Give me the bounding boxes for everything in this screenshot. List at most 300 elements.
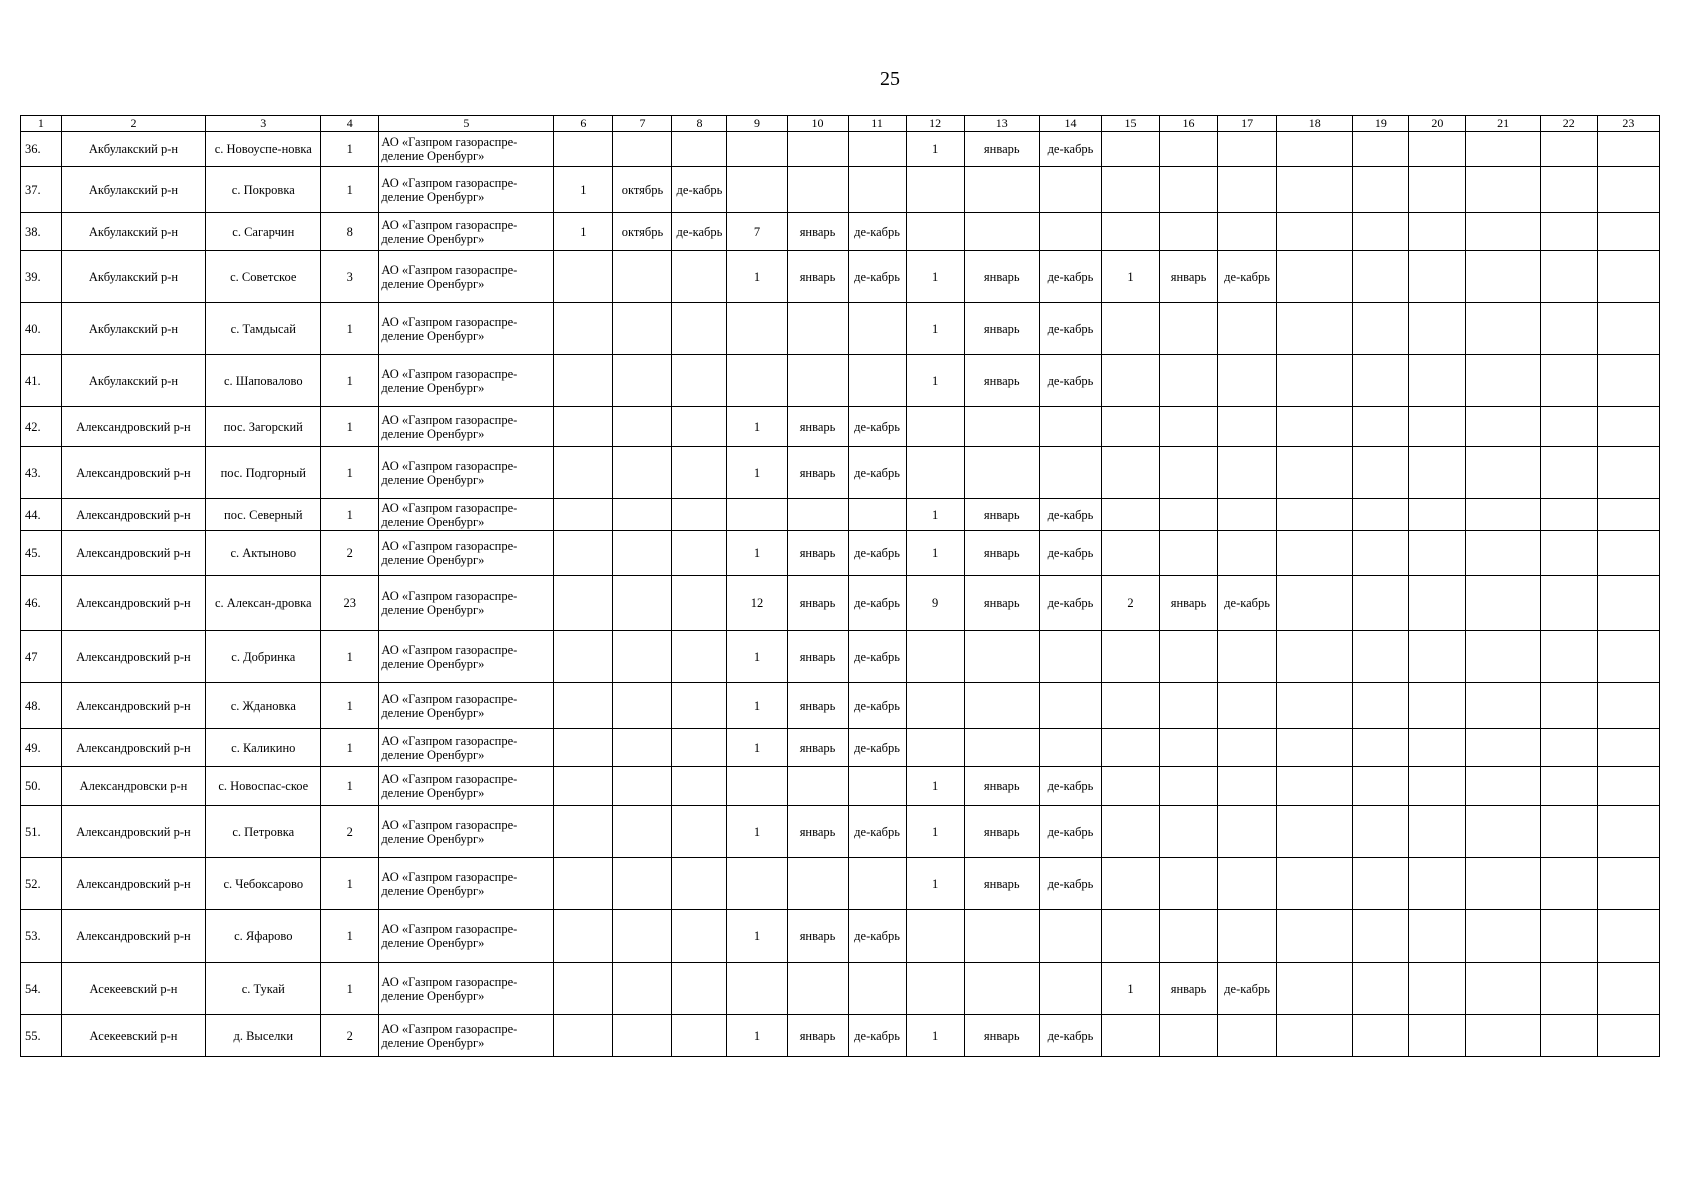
table-cell-col-10: январь [787,447,848,499]
table-cell-col-16 [1160,729,1218,767]
table-cell-col-12 [906,167,964,213]
table-cell-col-20 [1409,631,1466,683]
table-cell-col-16 [1160,806,1218,858]
table-cell-col-5: АО «Газпром газораспре-деление Оренбург» [379,303,554,355]
table-cell-col-6: 1 [554,167,613,213]
table-cell-col-13: январь [964,355,1039,407]
table-cell-col-6 [554,355,613,407]
table-cell-col-19 [1353,132,1409,167]
table-cell-col-14 [1039,910,1101,963]
table-cell-col-17: де-кабрь [1218,576,1277,631]
table-cell-col-11 [848,132,906,167]
table-cell-col-22 [1540,407,1597,447]
table-cell-col-9 [727,858,787,910]
table-cell-col-14: де-кабрь [1039,858,1101,910]
table-cell-col-22 [1540,576,1597,631]
table-cell-col-3: с. Шаповалово [206,355,321,407]
table-cell-col-6 [554,858,613,910]
table-cell-col-2: Акбулакский р-н [61,251,206,303]
table-cell-col-5: АО «Газпром газораспре-деление Оренбург» [379,858,554,910]
table-cell-col-18 [1277,576,1353,631]
table-cell-col-6 [554,303,613,355]
column-header-23: 23 [1597,116,1659,132]
table-cell-col-1: 50. [21,767,62,806]
page-number: 25 [880,68,900,90]
table-cell-col-12: 1 [906,531,964,576]
table-cell-col-15 [1102,910,1160,963]
table-cell-col-20 [1409,167,1466,213]
table-cell-col-21 [1466,858,1540,910]
table-cell-col-7 [613,631,672,683]
table-cell-col-16 [1160,910,1218,963]
table-cell-col-19 [1353,251,1409,303]
table-cell-col-5: АО «Газпром газораспре-деление Оренбург» [379,729,554,767]
table-cell-col-3: с. Чебоксарово [206,858,321,910]
table-cell-col-7: октябрь [613,213,672,251]
table-cell-col-23 [1597,729,1659,767]
table-cell-col-18 [1277,355,1353,407]
table-cell-col-11: де-кабрь [848,631,906,683]
table-cell-col-13 [964,213,1039,251]
table-cell-col-14: де-кабрь [1039,1015,1101,1057]
table-cell-col-8 [672,683,727,729]
table-cell-col-14 [1039,407,1101,447]
table-cell-col-4: 1 [321,858,379,910]
table-cell-col-6: 1 [554,213,613,251]
table-cell-col-20 [1409,251,1466,303]
table-cell-col-18 [1277,499,1353,531]
column-header-21: 21 [1466,116,1540,132]
table-cell-col-16 [1160,1015,1218,1057]
table-cell-col-22 [1540,858,1597,910]
table-cell-col-6 [554,132,613,167]
table-row [21,683,1660,729]
table-cell-col-14: де-кабрь [1039,251,1101,303]
table-cell-col-20 [1409,303,1466,355]
table-cell-col-19 [1353,767,1409,806]
table-cell-col-11: де-кабрь [848,806,906,858]
table-cell-col-19 [1353,729,1409,767]
table-cell-col-21 [1466,213,1540,251]
table-cell-col-8 [672,355,727,407]
table-cell-col-19 [1353,303,1409,355]
table-cell-col-12 [906,447,964,499]
table-cell-col-5: АО «Газпром газораспре-деление Оренбург» [379,407,554,447]
column-header-5: 5 [379,116,554,132]
table-cell-col-5: АО «Газпром газораспре-деление Оренбург» [379,767,554,806]
table-row [21,132,1660,167]
table-cell-col-16 [1160,303,1218,355]
table-cell-col-11: де-кабрь [848,251,906,303]
table-cell-col-10: январь [787,683,848,729]
table-cell-col-15 [1102,806,1160,858]
table-cell-col-9 [727,767,787,806]
table-cell-col-18 [1277,447,1353,499]
table-cell-col-11: де-кабрь [848,213,906,251]
table-cell-col-14 [1039,631,1101,683]
table-cell-col-1: 36. [21,132,62,167]
table-cell-col-12: 9 [906,576,964,631]
table-cell-col-10 [787,767,848,806]
table-cell-col-17 [1218,531,1277,576]
table-cell-col-21 [1466,806,1540,858]
table-cell-col-3: с. Петровка [206,806,321,858]
table-cell-col-2: Александровский р-н [61,858,206,910]
table-cell-col-5: АО «Газпром газораспре-деление Оренбург» [379,910,554,963]
table-cell-col-12: 1 [906,132,964,167]
table-cell-col-16 [1160,355,1218,407]
table-cell-col-4: 1 [321,499,379,531]
table-cell-col-14 [1039,213,1101,251]
table-cell-col-9: 1 [727,447,787,499]
table-cell-col-4: 8 [321,213,379,251]
table-cell-col-1: 49. [21,729,62,767]
table-cell-col-22 [1540,767,1597,806]
table-cell-col-15 [1102,531,1160,576]
table-cell-col-9 [727,167,787,213]
column-header-22: 22 [1540,116,1597,132]
table-cell-col-21 [1466,251,1540,303]
table-cell-col-2: Александровский р-н [61,447,206,499]
table-cell-col-15 [1102,858,1160,910]
table-cell-col-12: 1 [906,858,964,910]
table-cell-col-8 [672,1015,727,1057]
table-cell-col-13 [964,729,1039,767]
table-cell-col-19 [1353,806,1409,858]
table-cell-col-19 [1353,531,1409,576]
table-cell-col-7 [613,858,672,910]
table-cell-col-23 [1597,683,1659,729]
table-cell-col-19 [1353,1015,1409,1057]
column-header-8: 8 [672,116,727,132]
table-row [21,858,1660,910]
table-cell-col-23 [1597,963,1659,1015]
table-cell-col-4: 3 [321,251,379,303]
table-cell-col-18 [1277,531,1353,576]
table-cell-col-9: 1 [727,729,787,767]
table-cell-col-17: де-кабрь [1218,251,1277,303]
table-cell-col-8 [672,132,727,167]
table-cell-col-16: январь [1160,576,1218,631]
table-cell-col-21 [1466,910,1540,963]
table-cell-col-6 [554,631,613,683]
table-cell-col-11: де-кабрь [848,910,906,963]
table-cell-col-7 [613,499,672,531]
table-cell-col-15: 1 [1102,251,1160,303]
table-cell-col-5: АО «Газпром газораспре-деление Оренбург» [379,806,554,858]
table-cell-col-14 [1039,167,1101,213]
table-row [21,531,1660,576]
table-row [21,767,1660,806]
table-cell-col-16 [1160,767,1218,806]
table-cell-col-17 [1218,355,1277,407]
table-cell-col-23 [1597,132,1659,167]
table-cell-col-11 [848,303,906,355]
table-cell-col-6 [554,251,613,303]
column-number-header-row [21,116,1660,132]
table-cell-col-13 [964,683,1039,729]
table-cell-col-22 [1540,447,1597,499]
table-cell-col-14: де-кабрь [1039,499,1101,531]
table-cell-col-23 [1597,447,1659,499]
table-row [21,499,1660,531]
table-cell-col-6 [554,447,613,499]
table-cell-col-6 [554,683,613,729]
table-cell-col-17 [1218,213,1277,251]
table-cell-col-5: АО «Газпром газораспре-деление Оренбург» [379,499,554,531]
table-cell-col-21 [1466,303,1540,355]
table-cell-col-21 [1466,683,1540,729]
table-cell-col-16 [1160,631,1218,683]
table-cell-col-14: де-кабрь [1039,767,1101,806]
table-cell-col-23 [1597,910,1659,963]
table-cell-col-13: январь [964,132,1039,167]
table-cell-col-22 [1540,355,1597,407]
table-cell-col-22 [1540,132,1597,167]
table-cell-col-19 [1353,355,1409,407]
table-cell-col-12 [906,213,964,251]
table-cell-col-4: 1 [321,355,379,407]
table-cell-col-15: 1 [1102,963,1160,1015]
table-cell-col-2: Александровский р-н [61,407,206,447]
table-cell-col-13: январь [964,1015,1039,1057]
table-cell-col-2: Акбулакский р-н [61,132,206,167]
table-cell-col-4: 1 [321,132,379,167]
table-cell-col-13 [964,631,1039,683]
table-cell-col-11: де-кабрь [848,729,906,767]
table-cell-col-2: Александровский р-н [61,631,206,683]
table-cell-col-21 [1466,531,1540,576]
table-cell-col-20 [1409,910,1466,963]
table-cell-col-20 [1409,132,1466,167]
table-cell-col-16 [1160,447,1218,499]
table-cell-col-15 [1102,447,1160,499]
table-cell-col-1: 37. [21,167,62,213]
table-cell-col-15 [1102,631,1160,683]
table-cell-col-2: Александровски р-н [61,767,206,806]
table-cell-col-22 [1540,729,1597,767]
table-cell-col-9 [727,499,787,531]
table-cell-col-19 [1353,213,1409,251]
table-cell-col-18 [1277,132,1353,167]
table-cell-col-16: январь [1160,963,1218,1015]
table-cell-col-22 [1540,1015,1597,1057]
table-cell-col-8 [672,499,727,531]
table-cell-col-23 [1597,1015,1659,1057]
table-cell-col-7 [613,910,672,963]
table-cell-col-23 [1597,806,1659,858]
table-cell-col-14 [1039,963,1101,1015]
table-cell-col-10 [787,499,848,531]
table-cell-col-19 [1353,499,1409,531]
table-cell-col-19 [1353,910,1409,963]
table-cell-col-23 [1597,213,1659,251]
table-cell-col-16: январь [1160,251,1218,303]
table-row [21,251,1660,303]
table-cell-col-1: 53. [21,910,62,963]
table-cell-col-18 [1277,767,1353,806]
table-cell-col-17 [1218,167,1277,213]
table-cell-col-19 [1353,407,1409,447]
table-cell-col-17 [1218,303,1277,355]
table-cell-col-9: 1 [727,407,787,447]
table-cell-col-16 [1160,531,1218,576]
table-cell-col-14: де-кабрь [1039,303,1101,355]
table-cell-col-9: 12 [727,576,787,631]
table-cell-col-2: Александровский р-н [61,910,206,963]
table-cell-col-23 [1597,251,1659,303]
table-cell-col-16 [1160,858,1218,910]
table-cell-col-11: де-кабрь [848,447,906,499]
table-cell-col-10: январь [787,910,848,963]
table-cell-col-17 [1218,767,1277,806]
table-cell-col-10 [787,963,848,1015]
table-cell-col-22 [1540,499,1597,531]
table-cell-col-11 [848,858,906,910]
table-cell-col-14 [1039,683,1101,729]
column-header-16: 16 [1160,116,1218,132]
table-cell-col-18 [1277,729,1353,767]
table-cell-col-10: январь [787,1015,848,1057]
table-cell-col-21 [1466,499,1540,531]
table-cell-col-13 [964,963,1039,1015]
table-cell-col-22 [1540,303,1597,355]
table-cell-col-10 [787,167,848,213]
table-cell-col-8 [672,576,727,631]
table-cell-col-3: с. Ждановка [206,683,321,729]
table-cell-col-19 [1353,167,1409,213]
table-cell-col-6 [554,499,613,531]
table-cell-col-13: январь [964,251,1039,303]
table-cell-col-4: 1 [321,767,379,806]
table-cell-col-23 [1597,576,1659,631]
table-cell-col-18 [1277,251,1353,303]
table-cell-col-10 [787,355,848,407]
table-cell-col-9: 1 [727,806,787,858]
table-cell-col-21 [1466,407,1540,447]
table-cell-col-1: 42. [21,407,62,447]
table-cell-col-19 [1353,631,1409,683]
table-cell-col-7 [613,303,672,355]
table-cell-col-15 [1102,407,1160,447]
table-cell-col-22 [1540,167,1597,213]
table-cell-col-22 [1540,806,1597,858]
table-row [21,910,1660,963]
column-header-19: 19 [1353,116,1409,132]
table-row [21,631,1660,683]
table-cell-col-18 [1277,858,1353,910]
table-cell-col-4: 1 [321,631,379,683]
table-cell-col-9: 1 [727,631,787,683]
table-cell-col-20 [1409,806,1466,858]
table-cell-col-18 [1277,806,1353,858]
table-cell-col-21 [1466,447,1540,499]
table-cell-col-7 [613,447,672,499]
table-row [21,167,1660,213]
table-cell-col-6 [554,910,613,963]
table-cell-col-1: 55. [21,1015,62,1057]
table-cell-col-3: пос. Загорский [206,407,321,447]
table-cell-col-11: де-кабрь [848,683,906,729]
table-cell-col-7 [613,963,672,1015]
table-cell-col-6 [554,576,613,631]
column-header-17: 17 [1218,116,1277,132]
column-header-11: 11 [848,116,906,132]
table-row [21,355,1660,407]
gasification-schedule-table [20,115,1660,1057]
table-cell-col-5: АО «Газпром газораспре-деление Оренбург» [379,132,554,167]
table-cell-col-1: 43. [21,447,62,499]
table-cell-col-17 [1218,858,1277,910]
column-header-12: 12 [906,116,964,132]
table-cell-col-5: АО «Газпром газораспре-деление Оренбург» [379,355,554,407]
table-cell-col-2: Акбулакский р-н [61,303,206,355]
table-cell-col-20 [1409,355,1466,407]
table-cell-col-12 [906,963,964,1015]
table-cell-col-8 [672,806,727,858]
table-cell-col-3: с. Каликино [206,729,321,767]
table-cell-col-4: 1 [321,167,379,213]
table-cell-col-11: де-кабрь [848,531,906,576]
table-cell-col-4: 23 [321,576,379,631]
table-cell-col-1: 47 [21,631,62,683]
table-cell-col-20 [1409,213,1466,251]
column-header-7: 7 [613,116,672,132]
table-cell-col-6 [554,767,613,806]
table-cell-col-14 [1039,447,1101,499]
table-cell-col-8 [672,729,727,767]
table-cell-col-23 [1597,499,1659,531]
table-cell-col-15 [1102,303,1160,355]
table-cell-col-12: 1 [906,251,964,303]
table-cell-col-21 [1466,729,1540,767]
table-cell-col-23 [1597,767,1659,806]
table-cell-col-7 [613,132,672,167]
table-cell-col-8 [672,303,727,355]
table-cell-col-22 [1540,531,1597,576]
table-cell-col-4: 2 [321,531,379,576]
table-cell-col-3: с. Алексан-дровка [206,576,321,631]
table-cell-col-23 [1597,355,1659,407]
table-cell-col-3: пос. Северный [206,499,321,531]
table-cell-col-22 [1540,683,1597,729]
table-cell-col-18 [1277,1015,1353,1057]
table-cell-col-12: 1 [906,499,964,531]
table-cell-col-1: 54. [21,963,62,1015]
table-cell-col-11: де-кабрь [848,1015,906,1057]
table-cell-col-17 [1218,1015,1277,1057]
table-cell-col-17 [1218,729,1277,767]
table-cell-col-16 [1160,167,1218,213]
table-cell-col-2: Александровский р-н [61,683,206,729]
table-cell-col-7 [613,355,672,407]
table-cell-col-6 [554,729,613,767]
table-cell-col-23 [1597,167,1659,213]
table-cell-col-10: январь [787,631,848,683]
table-cell-col-8 [672,531,727,576]
table-cell-col-9 [727,303,787,355]
table-cell-col-3: с. Тамдысай [206,303,321,355]
table-cell-col-9: 7 [727,213,787,251]
table-cell-col-5: АО «Газпром газораспре-деление Оренбург» [379,963,554,1015]
table-cell-col-6 [554,531,613,576]
table-cell-col-22 [1540,631,1597,683]
table-cell-col-20 [1409,683,1466,729]
table-cell-col-23 [1597,531,1659,576]
table-cell-col-6 [554,1015,613,1057]
table-cell-col-17 [1218,683,1277,729]
table-cell-col-21 [1466,132,1540,167]
